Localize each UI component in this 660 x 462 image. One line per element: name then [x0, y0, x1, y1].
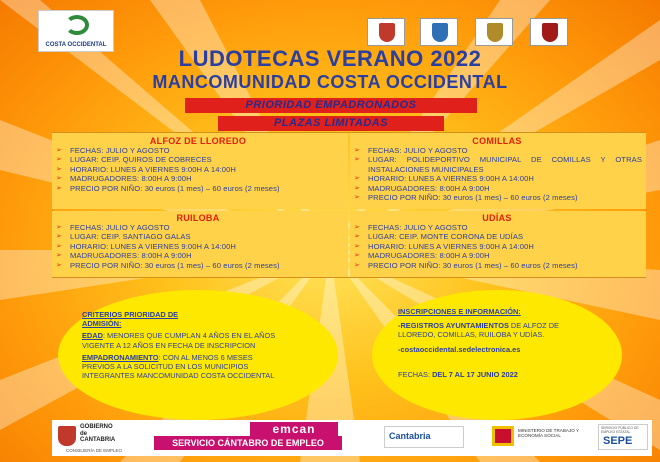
location-fechas: ➢ FECHAS: JULIO Y AGOSTO — [54, 223, 342, 232]
location-card — [350, 133, 646, 209]
location-card — [350, 211, 646, 277]
gobierno-line3: CANTABRIA — [80, 437, 116, 443]
poster-title: LUDOTECAS VERANO 2022 — [178, 46, 482, 71]
location-fechas: ➢ FECHAS: JULIO Y AGOSTO — [352, 223, 642, 232]
inscriptions-text — [398, 307, 594, 379]
location-madrugadores: ➢ MADRUGADORES: 8:00H A 9:00H — [352, 251, 642, 260]
inscriptions-heading: INSCRIPCIONES E INFORMACIÓN: — [398, 307, 521, 316]
empadronamiento-label: EMPADRONAMIENTO — [82, 352, 159, 362]
shield-fill — [487, 23, 503, 42]
location-fechas: ➢ FECHAS: JULIO Y AGOSTO — [352, 146, 642, 155]
shield-icon — [58, 426, 76, 446]
consejeria-text: CONSEJERÍA DE EMPLEO — [66, 448, 123, 453]
fechas-label: FECHAS: — [398, 369, 433, 379]
registros-text: DE ALFOZ DE LLOREDO, COMILLAS, RUILOBA Y UDÍAS. — [398, 321, 559, 340]
priority-band: PRIORIDAD EMPADRONADOS — [185, 98, 477, 113]
shield-alfoz-icon — [367, 18, 405, 46]
location-precio: ➢ PRECIO POR NIÑO: 30 euros (1 mes) – 60 euros (2 meses) — [352, 193, 642, 202]
location-horario: ➢ HORARIO: LUNES A VIERNES 9:00H A 14:00H — [352, 174, 642, 183]
location-lugar: ➢ LUGAR: CEIP. MONTE CORONA DE UDÍAS — [352, 232, 642, 241]
location-name: ALFOZ DE LLOREDO — [149, 136, 247, 146]
shield-fill — [542, 23, 558, 42]
website-link[interactable]: -costaoccidental.sedelectronica.es — [398, 344, 521, 354]
shield-fill — [379, 23, 395, 42]
empadronamiento-text: : CON AL MENOS 6 MESES PREVIOS A LA SOLICITUD EN LOS MUNICIPIOS INTEGRANTES MANCOMUNIDAD COSTA OCCIDENTAL — [82, 352, 275, 381]
location-lugar: ➢ LUGAR: CEIP. QUIROS DE COBRECES — [54, 155, 342, 164]
limited-band: PLAZAS LIMITADAS — [218, 116, 444, 131]
edad-text: : MENORES QUE CUMPLAN 4 AÑOS EN EL AÑOS VIGENTE A 12 AÑOS EN FECHA DE INSCRIPCION — [82, 331, 276, 350]
location-madrugadores: ➢ MADRUGADORES: 8:00H A 9:00H — [352, 184, 642, 193]
location-precio: ➢ PRECIO POR NIÑO: 30 euros (1 mes) – 60 euros (2 meses) — [54, 261, 342, 270]
ministerio-logo — [492, 424, 582, 450]
sepe-logo — [598, 424, 648, 450]
shield-fill — [432, 23, 448, 42]
sepe-small-text: SERVICIO PÚBLICO DE EMPLEO ESTATAL — [601, 426, 639, 434]
cantabria-logo — [384, 426, 464, 448]
footer-logos — [52, 420, 652, 456]
shield-ruiloba-icon — [475, 18, 513, 46]
registros-label: -REGISTROS AYUNTAMIENTOS — [398, 321, 509, 331]
cantabria-label: Cantabria — [389, 431, 431, 441]
location-madrugadores: ➢ MADRUGADORES: 8:00H A 9:00H — [54, 251, 342, 260]
emcan-logo — [154, 422, 374, 452]
emcan-label: emcan — [250, 422, 338, 436]
location-horario: ➢ HORARIO: LUNES A VIERNES 9:00H A 14:00H — [352, 242, 642, 251]
location-horario: ➢ HORARIO: LUNES A VIERNES 9:00H A 14:00H — [54, 242, 342, 251]
location-lugar: ➢ LUGAR: CEIP. SANTIAGO GALAS — [54, 232, 342, 241]
location-name: UDÍAS — [482, 213, 512, 223]
gobierno-line2: de — [80, 430, 88, 437]
location-madrugadores: ➢ MADRUGADORES: 8:00H A 9:00H — [54, 174, 342, 183]
servicio-label: SERVICIO CÁNTABRO DE EMPLEO — [154, 436, 342, 450]
location-name: COMILLAS — [472, 136, 522, 146]
logo-ring-icon — [65, 15, 89, 35]
location-precio: ➢ PRECIO POR NIÑO: 30 euros (1 mes) – 60 euros (2 meses) — [54, 184, 342, 193]
criteria-text — [82, 310, 282, 380]
fechas-value: DEL 7 AL 17 JUNIO 2022 — [432, 369, 518, 379]
location-card — [52, 211, 348, 277]
location-name: RUILOBA — [176, 213, 220, 223]
edad-label: EDAD — [82, 331, 103, 341]
location-fechas: ➢ FECHAS: JULIO Y AGOSTO — [54, 146, 342, 155]
location-card — [52, 133, 348, 209]
spain-coat-icon — [492, 426, 514, 446]
location-horario: ➢ HORARIO: LUNES A VIERNES 9:00H A 14:00H — [54, 165, 342, 174]
shield-comillas-icon — [420, 18, 458, 46]
poster-subtitle: MANCOMUNIDAD COSTA OCCIDENTAL — [152, 72, 508, 92]
sepe-label: SEPE — [603, 435, 633, 447]
shield-udias-icon — [530, 18, 568, 46]
logo-text: COSTA OCCIDENTAL — [45, 42, 107, 48]
location-lugar: ➢ LUGAR: POLIDEPORTIVO MUNICIPAL DE COMILLAS Y OTRAS INSTALACIONES MUNICIPALES — [352, 155, 642, 174]
ministerio-text: MINISTERIO DE TRABAJO Y ECONOMÍA SOCIAL — [518, 428, 580, 439]
criteria-heading: CRITERIOS PRIORIDAD DE ADMISIÓN: — [82, 310, 179, 329]
gobierno-line1: GOBIERNO — [80, 424, 113, 430]
location-precio: ➢ PRECIO POR NIÑO: 30 euros (1 mes) – 60 euros (2 meses) — [352, 261, 642, 270]
